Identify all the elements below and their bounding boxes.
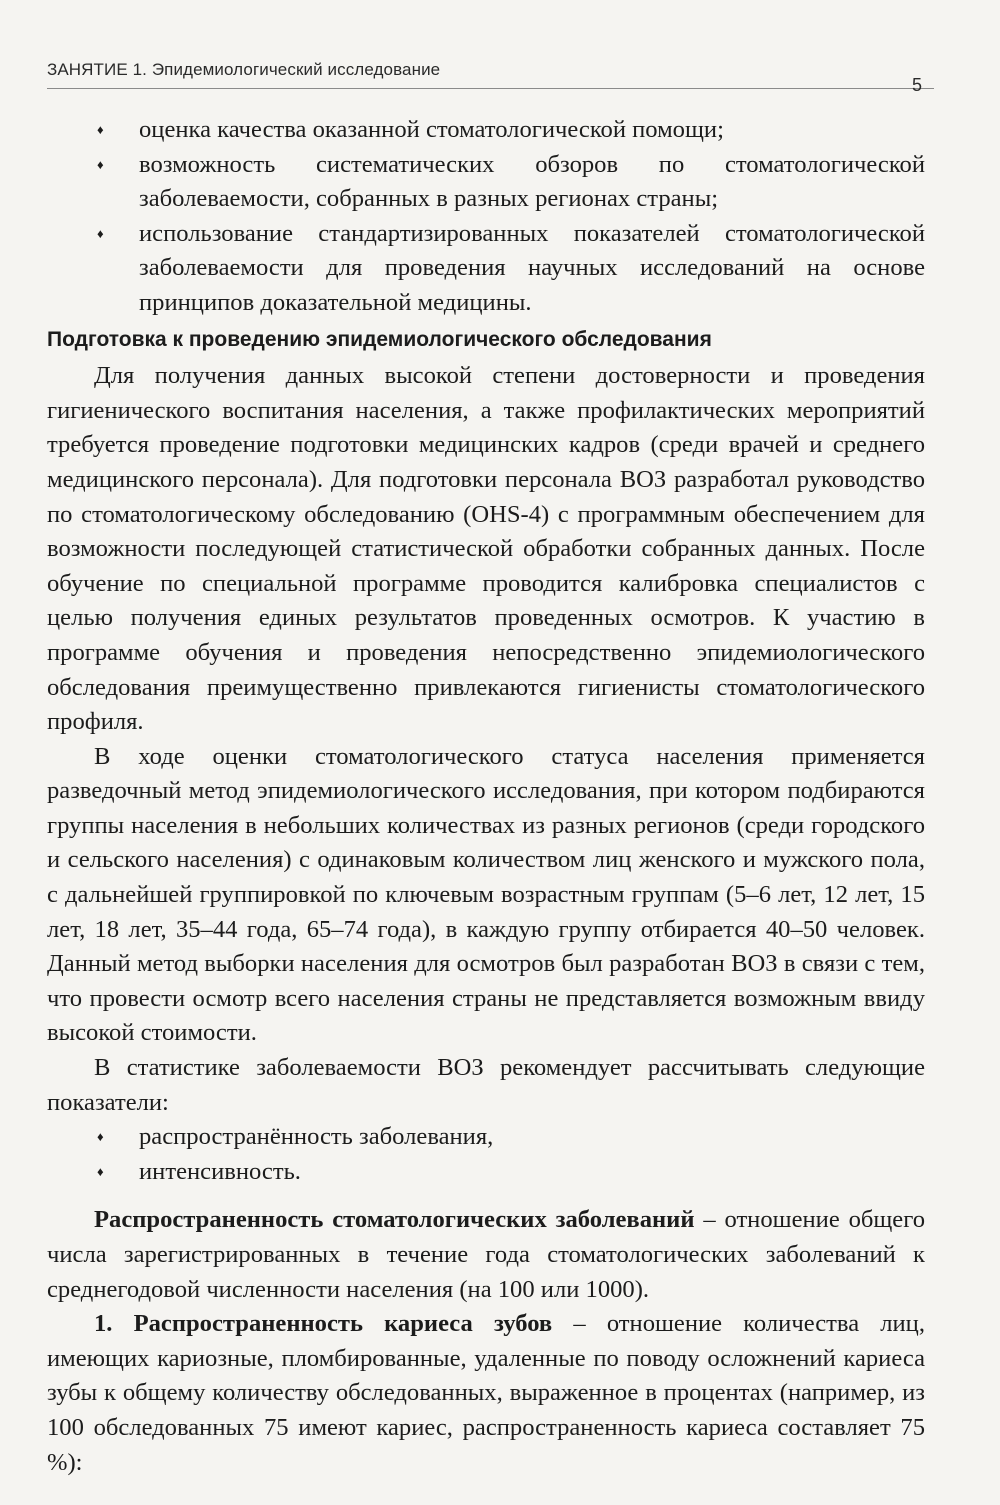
page-number: 5	[912, 75, 923, 95]
list-item	[47, 148, 925, 217]
paragraph-indicators: В статистике заболеваемости ВОЗ рекомендует рассчитывать следующие показатели:	[47, 1054, 925, 1116]
list-item-text: оценка качества оказанной стоматологической помощи;	[139, 116, 724, 143]
diamond-bullet-icon: ♦	[97, 1129, 104, 1145]
term-prevalence: Распространенность стоматологических заболеваний	[94, 1206, 695, 1234]
header-rule	[47, 88, 934, 89]
list-item-text: использование стандартизированных показателей стоматологической заболеваемости для проведения научных исследований на основе принципов доказательной медицины.	[139, 219, 925, 316]
definition-text: – отношение количества лиц, имеющих кариозные, пломбированные, удаленные по поводу осложнений кариеса зубы к общему количеству обследованных, выраженное в процентах (например, из 100 обследованных 75 имеют кариес, распространенность кариеса составляет 75 %):	[47, 1310, 925, 1476]
paragraph-training: Для получения данных высокой степени достоверности и проведения гигиенического воспитания населения, а также профилактических мероприятий требуется проведение подготовки медицинских кадров (среди врачей и среднего медицинского персонала). Для подготовки персонала ВОЗ разработал руководство по стоматологическому обследованию (OHS-4) с программным обеспечением для возможности последующей статистической обработки собранных данных. После обучение по специальной программе проводится калибровка специалистов с целью получения единых результатов проведенных осмотров. К участию в программе обучения и проведения непосредственно эпидемиологического обследования преимущественно привлекаются гигиенисты стоматологического профиля.	[47, 362, 925, 736]
paragraph-caries-definition	[47, 1307, 925, 1480]
paragraph-prevalence-definition	[47, 1203, 925, 1307]
bullet-list-indicators	[47, 1120, 925, 1189]
list-item-text: интенсивность.	[139, 1157, 301, 1185]
list-item	[47, 217, 925, 321]
definition-text: – отношение общего числа зарегистрированных в течение года стоматологических заболеваний к среднегодовой численности населения (на 100 или 1000).	[47, 1206, 925, 1303]
spacer	[47, 1189, 925, 1203]
page-body	[47, 113, 925, 1480]
bullet-list-top	[47, 113, 925, 321]
list-item-text: распространённость заболевания,	[139, 1123, 494, 1151]
section-heading: Подготовка к проведению эпидемиологического обследования	[47, 327, 712, 351]
list-item	[47, 1155, 925, 1190]
list-item	[47, 1120, 925, 1155]
paragraph-method: В ходе оценки стоматологического статуса населения применяется разведочный метод эпидемиологического исследования, при котором подбираются группы населения в небольших количествах из разных регионов (среди городского и сельского населения) с одинаковым количеством лиц женского и мужского пола, с дальнейшей группировкой по ключевым возрастным группам (5–6 лет, 12 лет, 15 лет, 18 лет, 35–44 года, 65–74 года), в каждую группу отбирается 40–50 человек. Данный метод выборки населения для осмотров был разработан ВОЗ в связи с тем, что провести осмотр всего населения страны не представляется возможным ввиду высокой стоимости.	[47, 742, 925, 1047]
diamond-bullet-icon: ♦	[97, 1163, 104, 1179]
term-caries-prevalence: 1. Распространенность кариеса зубов	[94, 1310, 553, 1338]
diamond-bullet-icon: ♦	[97, 225, 104, 241]
list-item	[47, 113, 925, 148]
list-item-text: возможность систематических обзоров по стоматологической заболеваемости, собранных в разных регионах страны;	[139, 150, 925, 213]
diamond-bullet-icon: ♦	[97, 156, 104, 172]
running-head: ЗАНЯТИЕ 1. Эпидемиологический исследование	[47, 60, 441, 79]
diamond-bullet-icon: ♦	[97, 122, 104, 137]
